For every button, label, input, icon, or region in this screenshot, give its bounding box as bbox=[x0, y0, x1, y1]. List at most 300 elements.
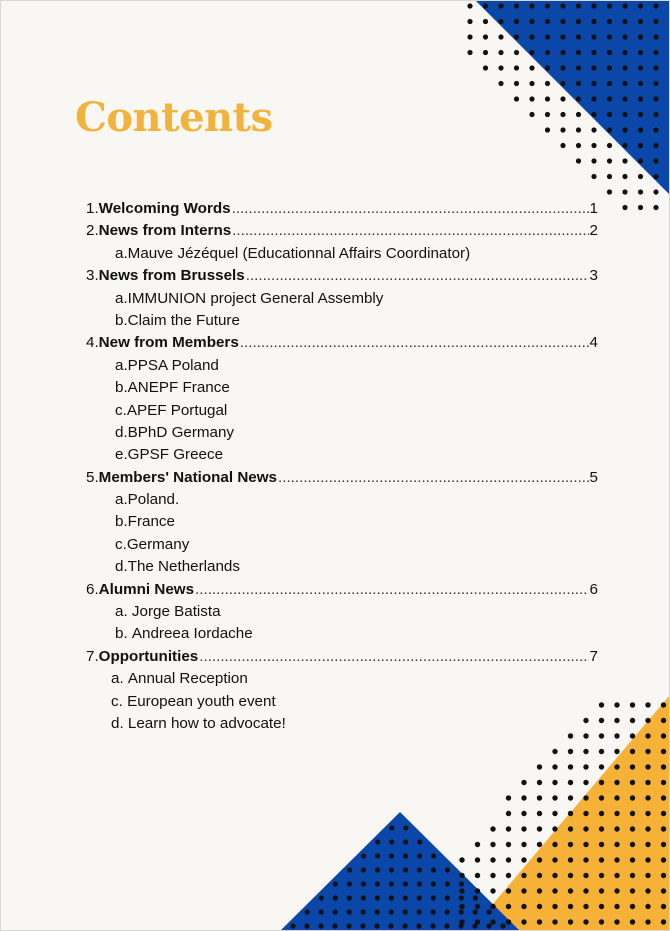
pattern-dot bbox=[630, 873, 635, 878]
pattern-dot bbox=[630, 795, 635, 800]
pattern-dot bbox=[591, 65, 596, 70]
pattern-dot bbox=[653, 112, 658, 117]
pattern-dot bbox=[591, 50, 596, 55]
pattern-dot bbox=[333, 909, 338, 914]
pattern-dot bbox=[403, 881, 408, 886]
toc-leader bbox=[246, 265, 589, 287]
pattern-dot bbox=[402, 923, 407, 928]
pattern-dot bbox=[521, 873, 526, 878]
toc-leader bbox=[195, 579, 589, 601]
pattern-dot bbox=[591, 3, 596, 8]
pattern-dot bbox=[607, 143, 612, 148]
pattern-dot bbox=[552, 873, 557, 878]
pattern-dot bbox=[552, 749, 557, 754]
toc-subentry[interactable] bbox=[86, 444, 598, 466]
pattern-dot bbox=[661, 764, 666, 769]
toc-subentry[interactable] bbox=[86, 668, 598, 690]
pattern-dot bbox=[645, 826, 650, 831]
pattern-dot bbox=[389, 825, 394, 830]
toc-subentry[interactable] bbox=[86, 243, 598, 265]
toc-sub-title: Annual Reception bbox=[127, 670, 248, 688]
pattern-dot bbox=[583, 811, 588, 816]
pattern-dot bbox=[630, 919, 635, 924]
pattern-dot bbox=[653, 65, 658, 70]
pattern-dot bbox=[514, 34, 519, 39]
pattern-dot bbox=[622, 96, 627, 101]
pattern-dot bbox=[552, 780, 557, 785]
pattern-dot bbox=[653, 34, 658, 39]
toc-subentry[interactable] bbox=[86, 534, 598, 556]
toc-subentry[interactable] bbox=[86, 691, 598, 713]
pattern-dot bbox=[389, 881, 394, 886]
pattern-dot bbox=[467, 3, 472, 8]
pattern-dot bbox=[576, 50, 581, 55]
pattern-dot bbox=[537, 811, 542, 816]
pattern-dot bbox=[599, 919, 604, 924]
pattern-dot bbox=[653, 3, 658, 8]
pattern-dot bbox=[607, 81, 612, 86]
pattern-dot bbox=[431, 867, 436, 872]
toc-sub-title: BPhD Germany bbox=[127, 423, 235, 441]
pattern-dot bbox=[431, 853, 436, 858]
pattern-dot bbox=[599, 702, 604, 707]
toc-subentry[interactable] bbox=[86, 511, 598, 533]
pattern-dot bbox=[583, 842, 588, 847]
pattern-dot bbox=[529, 65, 534, 70]
pattern-dot bbox=[361, 909, 366, 914]
pattern-dot bbox=[498, 65, 503, 70]
pattern-dot bbox=[583, 749, 588, 754]
pattern-dot bbox=[560, 19, 565, 24]
pattern-dot bbox=[607, 96, 612, 101]
pattern-dot bbox=[529, 96, 534, 101]
pattern-dot bbox=[568, 904, 573, 909]
pattern-dot bbox=[475, 842, 480, 847]
pattern-dot bbox=[661, 795, 666, 800]
pattern-dot bbox=[576, 127, 581, 132]
pattern-dot bbox=[599, 842, 604, 847]
toc-entry-5[interactable] bbox=[86, 467, 598, 489]
pattern-dot bbox=[607, 127, 612, 132]
pattern-dot bbox=[591, 143, 596, 148]
pattern-dot bbox=[614, 780, 619, 785]
pattern-dot bbox=[333, 881, 338, 886]
pattern-dot bbox=[537, 764, 542, 769]
toc-sub-title: Poland. bbox=[127, 491, 180, 509]
pattern-dot bbox=[483, 19, 488, 24]
pattern-dot bbox=[583, 919, 588, 924]
pattern-dot bbox=[583, 826, 588, 831]
pattern-dot bbox=[500, 923, 505, 928]
pattern-dot bbox=[560, 34, 565, 39]
pattern-dot bbox=[607, 3, 612, 8]
pattern-dot bbox=[661, 780, 666, 785]
pattern-dot bbox=[498, 3, 503, 8]
pattern-dot bbox=[630, 780, 635, 785]
pattern-dot bbox=[304, 923, 309, 928]
pattern-dot bbox=[591, 34, 596, 39]
pattern-dot bbox=[599, 826, 604, 831]
toc-title: New from Members bbox=[98, 334, 239, 352]
pattern-dot bbox=[576, 81, 581, 86]
pattern-dot bbox=[490, 842, 495, 847]
pattern-dot bbox=[638, 96, 643, 101]
pattern-dot bbox=[552, 857, 557, 862]
pattern-dot bbox=[430, 923, 435, 928]
pattern-dot bbox=[630, 888, 635, 893]
pattern-dot bbox=[568, 795, 573, 800]
toc-subentry[interactable] bbox=[86, 489, 598, 511]
pattern-dot bbox=[645, 780, 650, 785]
pattern-dot bbox=[599, 764, 604, 769]
pattern-dot bbox=[622, 174, 627, 179]
pattern-dot bbox=[614, 873, 619, 878]
pattern-dot bbox=[607, 19, 612, 24]
pattern-dot bbox=[560, 96, 565, 101]
pattern-dot bbox=[645, 733, 650, 738]
pattern-dot bbox=[653, 50, 658, 55]
pattern-dot bbox=[506, 842, 511, 847]
pattern-dot bbox=[630, 842, 635, 847]
toc-number: 3. bbox=[86, 267, 99, 285]
toc-subentry[interactable] bbox=[86, 713, 598, 735]
pattern-dot bbox=[576, 143, 581, 148]
pattern-dot bbox=[576, 96, 581, 101]
toc-page-number: 4 bbox=[589, 334, 598, 352]
pattern-dot bbox=[361, 881, 366, 886]
pattern-dot bbox=[607, 50, 612, 55]
pattern-dot bbox=[361, 895, 366, 900]
pattern-dot bbox=[568, 919, 573, 924]
pattern-dot bbox=[545, 34, 550, 39]
toc-page-number: 7 bbox=[589, 647, 598, 665]
pattern-dot bbox=[661, 718, 666, 723]
pattern-dot bbox=[630, 904, 635, 909]
pattern-dot bbox=[622, 127, 627, 132]
pattern-dot bbox=[638, 127, 643, 132]
pattern-dot bbox=[638, 158, 643, 163]
pattern-dot bbox=[552, 795, 557, 800]
toc-sub-title: Jorge Batista bbox=[131, 603, 221, 621]
pattern-dot bbox=[403, 853, 408, 858]
pattern-dot bbox=[486, 923, 491, 928]
pattern-dot bbox=[361, 853, 366, 858]
pattern-dot bbox=[514, 65, 519, 70]
pattern-dot bbox=[568, 873, 573, 878]
pattern-dot bbox=[552, 764, 557, 769]
pattern-dot bbox=[599, 795, 604, 800]
pattern-dot bbox=[529, 34, 534, 39]
pattern-dot bbox=[514, 3, 519, 8]
pattern-dot bbox=[537, 919, 542, 924]
pattern-dot bbox=[560, 50, 565, 55]
pattern-dot bbox=[459, 881, 464, 886]
pattern-dot bbox=[318, 923, 323, 928]
pattern-dot bbox=[483, 3, 488, 8]
pattern-dot bbox=[638, 174, 643, 179]
toc-title: News from Interns bbox=[98, 222, 232, 240]
pattern-dot bbox=[333, 895, 338, 900]
toc-subentry[interactable] bbox=[86, 623, 598, 645]
pattern-dot bbox=[361, 867, 366, 872]
pattern-dot bbox=[630, 826, 635, 831]
pattern-dot bbox=[560, 112, 565, 117]
pattern-dot bbox=[375, 895, 380, 900]
toc-leader bbox=[278, 467, 589, 489]
pattern-dot bbox=[483, 65, 488, 70]
pattern-dot bbox=[614, 857, 619, 862]
pattern-dot bbox=[622, 50, 627, 55]
pattern-dot bbox=[645, 857, 650, 862]
pattern-dot bbox=[347, 909, 352, 914]
bottom-blue-triangle bbox=[280, 812, 520, 931]
pattern-dot bbox=[498, 81, 503, 86]
toc-leader bbox=[199, 646, 588, 668]
pattern-dot bbox=[661, 733, 666, 738]
pattern-dot bbox=[375, 839, 380, 844]
pattern-dot bbox=[560, 3, 565, 8]
pattern-dot bbox=[506, 873, 511, 878]
pattern-dot bbox=[653, 205, 658, 210]
pattern-dot bbox=[591, 96, 596, 101]
toc-sub-title: Claim the Future bbox=[127, 311, 240, 329]
pattern-dot bbox=[653, 81, 658, 86]
pattern-dot bbox=[290, 923, 295, 928]
toc-entry-2[interactable] bbox=[86, 220, 598, 242]
toc-sub-title: PPSA Poland bbox=[127, 356, 219, 374]
pattern-dot bbox=[630, 749, 635, 754]
pattern-dot bbox=[568, 780, 573, 785]
pattern-dot bbox=[614, 919, 619, 924]
pattern-dot bbox=[521, 857, 526, 862]
pattern-dot bbox=[653, 19, 658, 24]
pattern-dot bbox=[445, 909, 450, 914]
toc-title: Members' National News bbox=[98, 468, 277, 486]
pattern-dot bbox=[537, 857, 542, 862]
pattern-dot bbox=[475, 888, 480, 893]
pattern-dot bbox=[560, 143, 565, 148]
pattern-dot bbox=[521, 842, 526, 847]
pattern-dot bbox=[521, 904, 526, 909]
pattern-dot bbox=[417, 839, 422, 844]
toc-sub-title: The Netherlands bbox=[127, 558, 240, 576]
toc-entry-7[interactable] bbox=[86, 646, 598, 668]
pattern-dot bbox=[498, 19, 503, 24]
pattern-dot bbox=[403, 867, 408, 872]
toc-title: Alumni News bbox=[98, 580, 195, 598]
toc-sub-title: IMMUNION project General Assembly bbox=[127, 289, 384, 307]
pattern-dot bbox=[591, 81, 596, 86]
pattern-dot bbox=[552, 919, 557, 924]
toc-sub-letter: b. bbox=[115, 513, 128, 531]
pattern-dot bbox=[545, 127, 550, 132]
pattern-dot bbox=[614, 826, 619, 831]
pattern-dot bbox=[473, 895, 478, 900]
pattern-dot bbox=[506, 857, 511, 862]
pattern-dot bbox=[458, 923, 463, 928]
pattern-dot bbox=[599, 780, 604, 785]
pattern-dot bbox=[490, 888, 495, 893]
pattern-dot bbox=[445, 895, 450, 900]
toc-sub-title: Learn how to advocate! bbox=[127, 714, 286, 732]
pattern-dot bbox=[417, 881, 422, 886]
pattern-dot bbox=[645, 811, 650, 816]
pattern-dot bbox=[576, 34, 581, 39]
pattern-dot bbox=[630, 857, 635, 862]
pattern-dot bbox=[498, 50, 503, 55]
pattern-dot bbox=[614, 749, 619, 754]
pattern-dot bbox=[545, 81, 550, 86]
toc-subentry[interactable] bbox=[86, 377, 598, 399]
page-title: Contents bbox=[75, 94, 273, 141]
toc-subentry[interactable] bbox=[86, 310, 598, 332]
toc-sub-letter: a. bbox=[111, 670, 124, 688]
pattern-dot bbox=[653, 127, 658, 132]
toc-page-number: 6 bbox=[589, 580, 598, 598]
toc-sub-letter: d. bbox=[115, 558, 128, 576]
pattern-dot bbox=[521, 811, 526, 816]
pattern-dot bbox=[645, 795, 650, 800]
pattern-dot bbox=[645, 919, 650, 924]
pattern-dot bbox=[622, 189, 627, 194]
toc-entry-4[interactable] bbox=[86, 332, 598, 354]
toc-page-number: 5 bbox=[589, 468, 598, 486]
toc-subentry[interactable] bbox=[86, 601, 598, 623]
toc-entry-3[interactable] bbox=[86, 265, 598, 287]
pattern-dot bbox=[583, 795, 588, 800]
toc-sub-letter: b. bbox=[115, 379, 128, 397]
pattern-dot bbox=[583, 780, 588, 785]
pattern-dot bbox=[319, 895, 324, 900]
pattern-dot bbox=[599, 888, 604, 893]
pattern-dot bbox=[506, 826, 511, 831]
pattern-dot bbox=[645, 842, 650, 847]
pattern-dot bbox=[583, 888, 588, 893]
pattern-dot bbox=[583, 764, 588, 769]
pattern-dot bbox=[638, 50, 643, 55]
pattern-dot bbox=[487, 909, 492, 914]
pattern-dot bbox=[506, 904, 511, 909]
pattern-dot bbox=[552, 888, 557, 893]
pattern-dot bbox=[467, 34, 472, 39]
pattern-dot bbox=[638, 81, 643, 86]
pattern-dot bbox=[459, 873, 464, 878]
toc-subentry[interactable] bbox=[86, 288, 598, 310]
toc-subentry[interactable] bbox=[86, 422, 598, 444]
pattern-dot bbox=[599, 904, 604, 909]
pattern-dot bbox=[599, 811, 604, 816]
toc-sub-title: European youth event bbox=[127, 692, 276, 710]
pattern-dot bbox=[653, 189, 658, 194]
pattern-dot bbox=[403, 909, 408, 914]
pattern-dot bbox=[545, 19, 550, 24]
pattern-dot bbox=[614, 888, 619, 893]
pattern-dot bbox=[490, 873, 495, 878]
pattern-dot bbox=[506, 795, 511, 800]
pattern-dot bbox=[576, 158, 581, 163]
toc-sub-letter: e. bbox=[115, 446, 128, 464]
toc-title: Opportunities bbox=[98, 647, 199, 665]
pattern-dot bbox=[583, 904, 588, 909]
pattern-dot bbox=[638, 205, 643, 210]
pattern-dot bbox=[591, 19, 596, 24]
pattern-dot bbox=[614, 733, 619, 738]
toc-subentry[interactable] bbox=[86, 400, 598, 422]
pattern-dot bbox=[568, 857, 573, 862]
pattern-dot bbox=[591, 158, 596, 163]
toc-sub-title: Mauve Jézéquel (Educationnal Affairs Coordinator) bbox=[127, 244, 471, 262]
toc-leader bbox=[232, 198, 589, 220]
toc-sub-letter: a. bbox=[115, 289, 128, 307]
pattern-dot bbox=[403, 895, 408, 900]
toc-subentry[interactable] bbox=[86, 556, 598, 578]
pattern-dot bbox=[552, 904, 557, 909]
pattern-dot bbox=[568, 811, 573, 816]
pattern-dot bbox=[431, 881, 436, 886]
pattern-dot bbox=[576, 112, 581, 117]
pattern-dot bbox=[545, 112, 550, 117]
pattern-dot bbox=[514, 96, 519, 101]
toc-title: News from Brussels bbox=[98, 267, 245, 285]
pattern-dot bbox=[568, 764, 573, 769]
pattern-dot bbox=[661, 919, 666, 924]
pattern-dot bbox=[591, 127, 596, 132]
pattern-dot bbox=[645, 873, 650, 878]
pattern-dot bbox=[645, 718, 650, 723]
pattern-dot bbox=[537, 873, 542, 878]
pattern-dot bbox=[630, 811, 635, 816]
pattern-dot bbox=[506, 811, 511, 816]
pattern-dot bbox=[389, 839, 394, 844]
toc-subentry[interactable] bbox=[86, 355, 598, 377]
pattern-dot bbox=[521, 888, 526, 893]
toc-entry-1[interactable] bbox=[86, 198, 598, 220]
pattern-dot bbox=[583, 873, 588, 878]
pattern-dot bbox=[607, 189, 612, 194]
pattern-dot bbox=[431, 909, 436, 914]
toc-sub-letter: c. bbox=[115, 535, 127, 553]
pattern-dot bbox=[490, 826, 495, 831]
pattern-dot bbox=[347, 895, 352, 900]
toc-sub-letter: a. bbox=[115, 356, 128, 374]
pattern-dot bbox=[417, 867, 422, 872]
pattern-dot bbox=[545, 50, 550, 55]
pattern-dot bbox=[591, 174, 596, 179]
toc-sub-letter: c. bbox=[111, 692, 123, 710]
toc-entry-6[interactable] bbox=[86, 579, 598, 601]
pattern-dot bbox=[521, 795, 526, 800]
pattern-dot bbox=[417, 895, 422, 900]
pattern-dot bbox=[388, 923, 393, 928]
pattern-dot bbox=[614, 842, 619, 847]
pattern-dot bbox=[653, 174, 658, 179]
pattern-dot bbox=[529, 19, 534, 24]
toc-sub-letter: b. bbox=[115, 625, 128, 643]
pattern-dot bbox=[599, 718, 604, 723]
pattern-dot bbox=[472, 923, 477, 928]
pattern-dot bbox=[614, 811, 619, 816]
pattern-dot bbox=[630, 733, 635, 738]
pattern-dot bbox=[653, 96, 658, 101]
pattern-dot bbox=[653, 143, 658, 148]
pattern-dot bbox=[374, 923, 379, 928]
toc-page-number: 3 bbox=[589, 267, 598, 285]
pattern-dot bbox=[506, 888, 511, 893]
pattern-dot bbox=[537, 842, 542, 847]
pattern-dot bbox=[445, 867, 450, 872]
pattern-dot bbox=[389, 853, 394, 858]
toc-leader bbox=[232, 220, 588, 242]
